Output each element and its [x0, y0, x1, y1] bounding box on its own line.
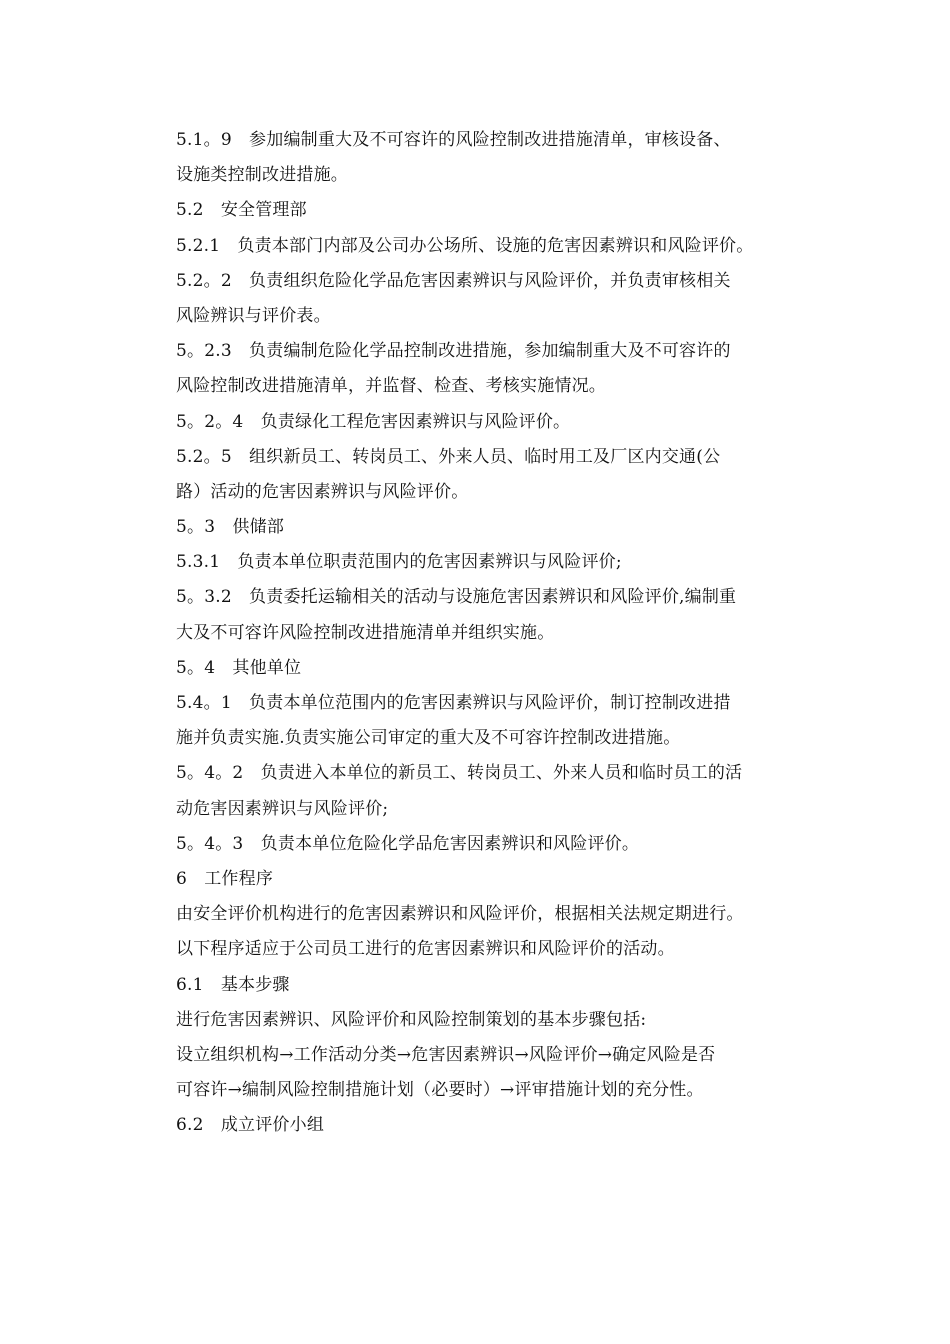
section-heading: 5。3 供储部	[176, 517, 285, 538]
text-line: 动危害因素辨识与风险评价;	[176, 798, 389, 819]
text-line: 5.1。9 参加编制重大及不可容许的风险控制改进措施清单，审核设备、	[176, 130, 731, 150]
text-line: 5。4。3 负责本单位危险化学品危害因素辨识和风险评价。	[176, 833, 640, 854]
text-line: 5.2.1 负责本部门内部及公司办公场所、设施的危害因素辨识和风险评价。	[176, 235, 754, 256]
text-line: 施并负责实施.负责实施公司审定的重大及不可容许控制改进措施。	[176, 728, 681, 749]
text-line: 5。2。4 负责绿化工程危害因素辨识与风险评价。	[176, 411, 571, 432]
text-line: 5。3.2 负责委托运输相关的活动与设施危害因素辨识和风险评价,编制重	[176, 587, 737, 608]
section-heading: 6.2 成立评价小组	[176, 1115, 325, 1136]
text-line: 风险辨识与评价表。	[176, 305, 331, 326]
text-line: 5.4。1 负责本单位范围内的危害因素辨识与风险评价，制订控制改进措	[176, 693, 731, 713]
section-heading: 6.1 基本步骤	[176, 974, 290, 995]
text-line: 可容许→编制风险控制措施计划（必要时）→评审措施计划的充分性。	[176, 1080, 704, 1101]
text-line: 以下程序适应于公司员工进行的危害因素辨识和风险评价的活动。	[176, 939, 675, 960]
text-line: 进行危害因素辨识、风险评价和风险控制策划的基本步骤包括:	[176, 1009, 647, 1030]
text-line: 由安全评价机构进行的危害因素辨识和风险评价，根据相关法规定期进行。	[176, 904, 744, 925]
text-line: 路）活动的危害因素辨识与风险评价。	[176, 481, 469, 502]
section-heading: 5。4 其他单位	[176, 657, 302, 678]
text-line: 设施类控制改进措施。	[176, 165, 348, 186]
text-line: 5.3.1 负责本单位职责范围内的危害因素辨识与风险评价;	[176, 552, 622, 573]
text-line: 5。4。2 负责进入本单位的新员工、转岗员工、外来人员和临时员工的活	[176, 763, 743, 784]
section-heading: 6 工作程序	[176, 868, 274, 889]
text-line: 设立组织机构→工作活动分类→危害因素辨识→风险评价→确定风险是否	[176, 1044, 716, 1065]
text-line: 5.2。2 负责组织危险化学品危害因素辨识与风险评价，并负责审核相关	[176, 270, 731, 291]
document-body	[176, 123, 826, 1143]
text-line: 风险控制改进措施清单，并监督、检查、考核实施情况。	[176, 376, 606, 397]
text-line: 大及不可容许风险控制改进措施清单并组织实施。	[176, 622, 555, 643]
text-line: 5。2.3 负责编制危险化学品控制改进措施，参加编制重大及不可容许的	[176, 341, 731, 362]
text-line: 5.2。5 组织新员工、转岗员工、外来人员、临时用工及厂区内交通(公	[176, 446, 721, 467]
section-heading: 5.2 安全管理部	[176, 200, 307, 221]
